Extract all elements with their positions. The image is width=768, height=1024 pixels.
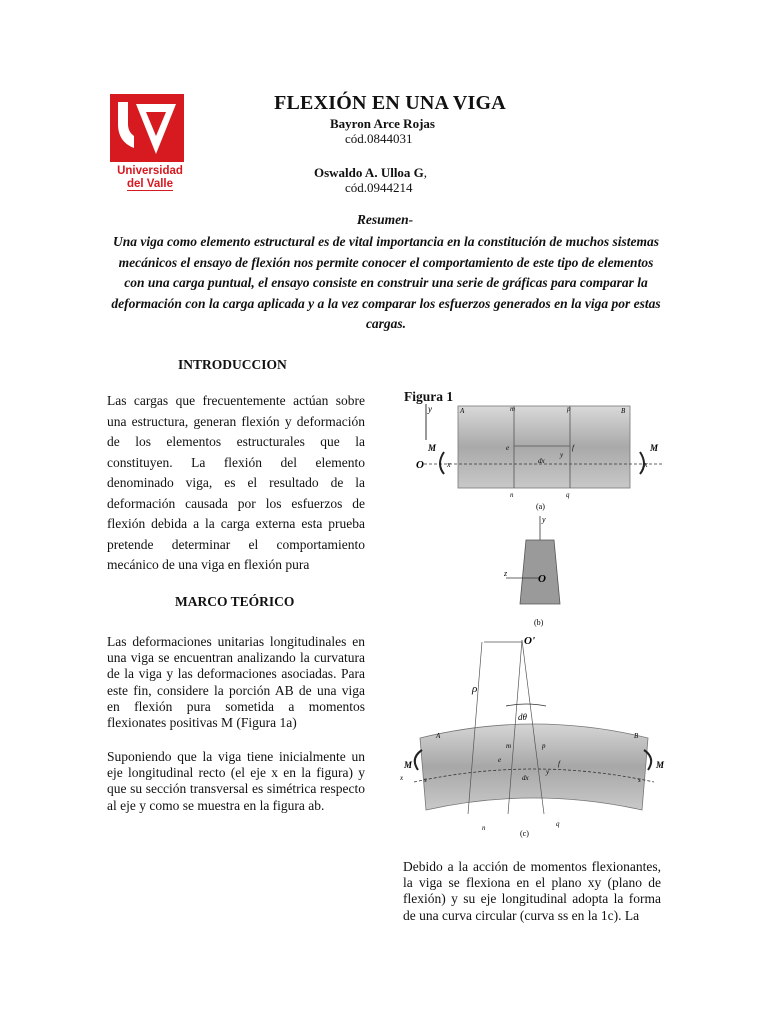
label-c-y-inner: y <box>546 768 550 776</box>
label-a-q: q <box>566 491 570 499</box>
author-2-suffix: , <box>423 165 428 180</box>
logo-text <box>108 165 192 191</box>
label-c-rho: ρ <box>472 683 478 695</box>
label-c-M-right: M <box>656 760 665 770</box>
dtheta-arc-c <box>506 704 546 706</box>
label-c-s-right: s <box>638 776 641 784</box>
intro-heading: INTRODUCCION <box>178 357 287 372</box>
label-a-p: p <box>567 405 571 413</box>
theory-paragraph-2: Suponiendo que la viga tiene inicialmente un eje longitudinal recto (el eje x en la figura) y que su sección transversal es simétrica respecto al eje y como se muestra en la figura ab. <box>107 749 365 813</box>
label-a-x-left: x <box>447 460 451 469</box>
figure-1c <box>398 630 672 842</box>
figure-label: Figura 1 <box>404 389 454 404</box>
cross-section-b <box>520 540 560 604</box>
label-a-A: A <box>460 407 465 415</box>
label-a-m: m <box>510 405 516 413</box>
label-c-s-left: s <box>424 776 427 784</box>
label-b-z: z <box>504 569 508 578</box>
abstract-heading: Resumen- <box>356 212 414 227</box>
figure-1b <box>498 512 588 630</box>
label-c-O-prime: O' <box>524 635 535 647</box>
label-a-M-left: M <box>428 443 437 453</box>
label-a-B: B <box>621 407 626 415</box>
label-a-dx: dx <box>538 457 545 465</box>
label-a-y-inner: y <box>560 451 564 459</box>
label-c-q: q <box>556 820 560 828</box>
logo-line1: Universidad <box>117 165 183 177</box>
paper-title: FLEXIÓN EN UNA VIGA <box>274 92 506 114</box>
intro-text: Las cargas que frecuentemente actúan sobre una estructura, generan flexión y deformación de los elementos estructurales que la constituyen. La flexión del elemento denominado viga, es el resultado de la deformación causada por los esfuerzos de flexión debida a la carga externa esta prueba pretende determinar el comportamiento mecánico de una viga en flexión pura <box>107 393 365 572</box>
caption-a: (a) <box>536 502 545 511</box>
moment-left-a <box>440 452 444 474</box>
label-c-A: A <box>436 732 441 740</box>
author-2 <box>314 165 427 181</box>
author-2-name: Oswaldo A. Ulloa G <box>314 165 424 180</box>
label-b-O: O <box>538 573 546 585</box>
label-c-p: p <box>542 742 546 750</box>
label-c-f: f <box>558 760 560 768</box>
author-2-code: cód.0944214 <box>345 180 413 195</box>
label-a-x-right: x <box>644 460 648 469</box>
label-a-M-right: M <box>650 443 659 453</box>
label-c-m: m <box>506 742 512 750</box>
label-a-e: e <box>506 444 510 452</box>
theory-paragraph-1: Las deformaciones unitarias longitudinales en una viga se encuentran analizando la curvatura de la viga y las deformaciones asociadas. Para este fin, considere la porción AB de una viga en flexión pura sometida a momentos flexionates positivas M (Figura 1a) <box>107 634 365 731</box>
label-c-e: e <box>498 756 502 764</box>
label-c-B: B <box>634 732 639 740</box>
label-b-y: y <box>542 515 546 524</box>
caption-b: (b) <box>534 618 544 627</box>
label-a-y: y <box>428 404 432 414</box>
label-c-dtheta: dθ <box>518 712 527 722</box>
label-a-O: O <box>416 459 424 471</box>
label-a-f: f <box>572 444 574 452</box>
author-1-name: Bayron Arce Rojas <box>330 116 435 131</box>
label-c-dx: dx <box>522 774 529 782</box>
label-c-n: n <box>482 824 486 832</box>
label-c-x: x <box>400 774 404 782</box>
figure-1a <box>414 402 670 514</box>
label-a-n: n <box>510 491 514 499</box>
label-c-M-left: M <box>404 760 413 770</box>
abstract-text: Una viga como elemento estructural es de vital importancia en la constitución de muchos sistemas mecánicos el ensayo de flexión nos permite conocer el comportamiento de este tipo de elementos con una carga puntual, el ensayo consiste en construir una serie de gráficas para comparar la deformación con la carga aplicada y a la vez comparar los esfuerzos generados en la viga por estas cargas. <box>111 234 661 331</box>
theory-heading: MARCO TEÓRICO <box>175 594 295 609</box>
logo-line2: del Valle <box>126 178 174 190</box>
right-column-text: Debido a la acción de momentos flexionantes, la viga se flexiona en el plano xy (plano de flexión) y su eje longitudinal adopta la forma de una curva circular (curva ss en la 1c). La <box>403 859 661 923</box>
author-1-code: cód.0844031 <box>345 131 413 146</box>
beam-a <box>458 406 630 488</box>
caption-c: (c) <box>520 829 529 838</box>
